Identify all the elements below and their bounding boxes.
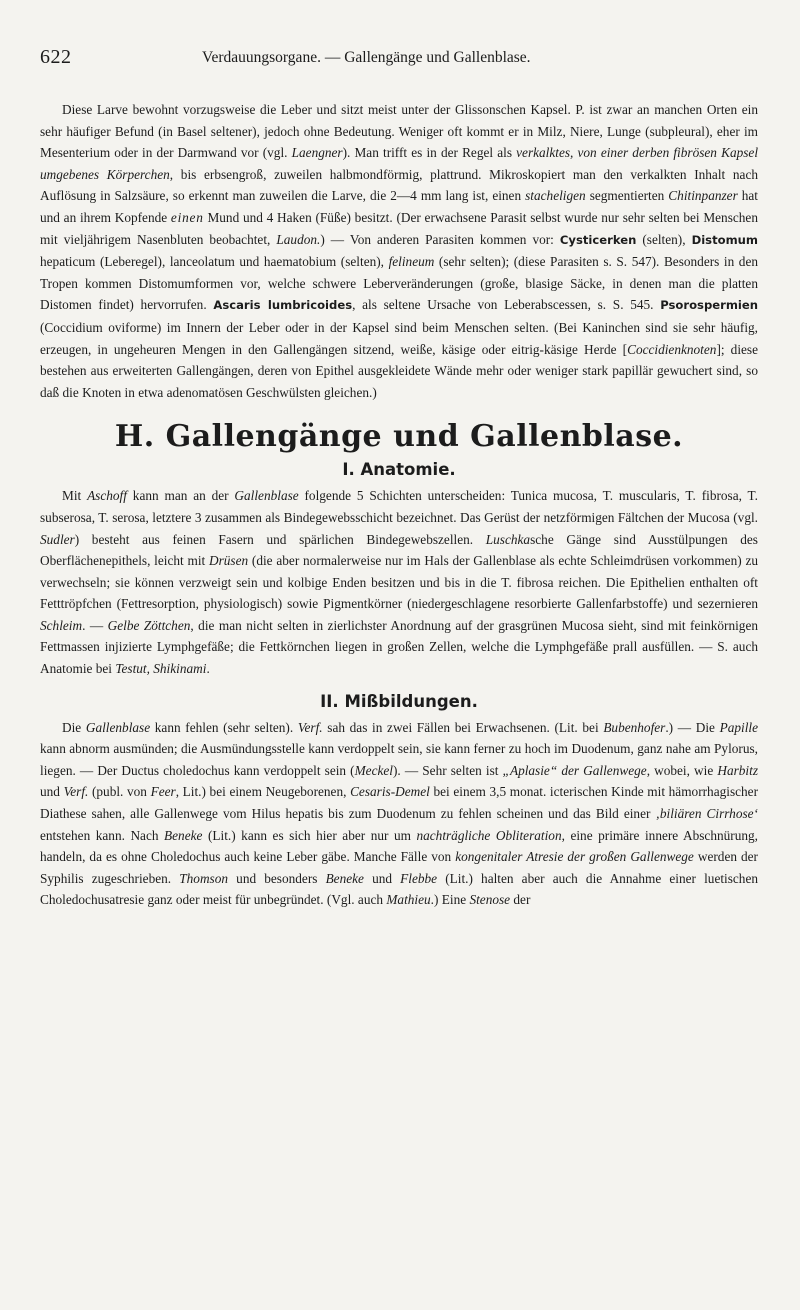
malformations-heading: II. Mißbildungen. (320, 691, 478, 711)
section-heading: H. Gallengänge und Gallenblase. (114, 419, 684, 455)
page-body (40, 99, 758, 911)
running-title: Verdauungsorgane. — Gallengänge und Gallenblase. (202, 49, 531, 66)
anatomy-heading: I. Anatomie. (342, 460, 456, 480)
malformations-paragraph: Die Gallenblase kann fehlen (sehr selten). Verf. sah das in zwei Fällen bei Erwachsenen. (Lit. bei Bubenhofer.) — Die Papille kann abnorm ausmünden; die Ausmündungsstelle kann verdoppelt sein, sie kann ferner zu hoch im Duodenum, ganz nahe am Pylorus, liegen. — Der Ductus choledochus kann verdoppelt sein (Meckel). — Sehr selten ist „Aplasie“ der Gallenwege, wobei, wie Harbitz und Verf. (publ. von Feer, Lit.) bei einem Neugeborenen, Cesaris-Demel bei einem 3,5 monat. icterischen Kinde mit hämorrhagischer Diathese sahen, alle Gallenwege vom Hilus hepatis bis zum Duodenum zu fehlen scheinen und das Bild einer ‚biliären Cirrhose‘ entstehen kann. Nach Beneke (Lit.) kann es sich hier aber nur um nachträgliche Obliteration, eine primäre innere Abschnürung, handeln, da es ohne Choledochus auch keine Leber gäbe. Manche Fälle von kongenitaler Atresie der großen Gallenwege werden der Syphilis zugeschrieben. Thomson und besonders Beneke und Flebbe (Lit.) halten aber auch die Annahme einer luetischen Choledochusatresie ganz oder meist für unbegründet. (Vgl. auch Mathieu.) Eine Stenose der (40, 719, 759, 908)
anatomy-paragraph: Mit Aschoff kann man an der Gallenblase folgende 5 Schichten unterscheiden: Tunica mucosa, T. muscularis, T. fibrosa, T. subserosa, T. serosa, letztere 3 zusammen als Bindegewebsschicht bezeichnet. Das Gerüst der netzförmigen Fältchen der Mucosa (vgl. Sudler) besteht aus feinen Fasern und spärlichen Bindegewebszellen. Luschkasche Gänge sind Ausstülpungen des Oberflächenepithels, leicht mit Drüsen (die aber normalerweise nur im Hals der Gallenblase als echte Schleimdrüsen vorkommen) zu verwechseln; sie können verzweigt sein und kolbige Enden besitzen und bis in die T. fibrosa reichen. Die Epithelien enthalten oft Fetttröpfchen (Fettresorption, physiologisch) sowie Pigmentkörner (niedergeschlagene resorbierte Gallenfarbstoffe) und sezernieren Schleim. — Gelbe Zöttchen, die man nicht selten in zierlichster Anordnung auf der grasgrünen Mucosa sieht, sind mit feinkörnigen Fettmassen injizierte Lymphgefäße; die Fettkörnchen liegen in großen Zellen, welche die Lymphgefäße prall ausfüllen. — S. auch Anatomie bei Testut, Shikinami. (40, 488, 758, 677)
intro-paragraph: Diese Larve bewohnt vorzugsweise die Leber und sitzt meist unter der Glissonschen Kapsel. P. ist zwar an manchen Orten ein sehr häufiger Befund (in Basel seltener), jedoch ohne Bedeutung. Weniger oft kommt er in Milz, Niere, Lunge (subpleural), eher im Mesenterium oder in der Darmwand vor (vgl. Laengner). Man trifft es in der Regel als verkalktes, von einer derben fibrösen Kapsel umgebenes Körperchen, bis erbsengroß, zuweilen halbmondförmig, plattrund. Mikroskopiert man den verkalkten Inhalt nach Auflösung in Salzsäure, so erkennt man zuweilen die Larve, die 2—4 mm lang ist, einen stacheligen segmentierten Chitinpanzer hat und an ihrem Kopfende einen Mund und 4 Haken (Füße) besitzt. (Der erwachsene Parasit selbst wurde nur sehr selten bei Menschen mit vieljährigem Nasenbluten beobachtet, Laudon.) — Von anderen Parasiten kommen vor: Cysticerken (selten), Distomum hepaticum (Leberegel), lanceolatum und haematobium (selten), felineum (sehr selten); (diese Parasiten s. S. 547). Besonders in den Tropen kommen Distomumformen vor, welche schwere Leberveränderungen (große, blasige Säcke, in denen man die platten Distomen findet) hervorrufen. Ascaris lumbricoides, als seltene Ursache von Leberabscessen, s. S. 545. Psorospermien (Coccidium oviforme) im Innern der Leber oder in der Kapsel sind beim Menschen selten. (Bei Kaninchen sind sie sehr häufig, erzeugen, in ungeheuren Mengen in den Gallengängen sitzend, weiße, käsige oder eitrig-käsige Herde [Coccidienknoten]; diese bestehen aus erweiterten Gallengängen, deren von Epithel ausgekleidete Wände mehr oder weniger stark papillär gewuchert sind, so daß die Knoten in etwa adenomatösen Geschwülsten gleichen.) (40, 102, 759, 400)
running-head (40, 46, 760, 70)
page-number: 622 (40, 46, 72, 68)
